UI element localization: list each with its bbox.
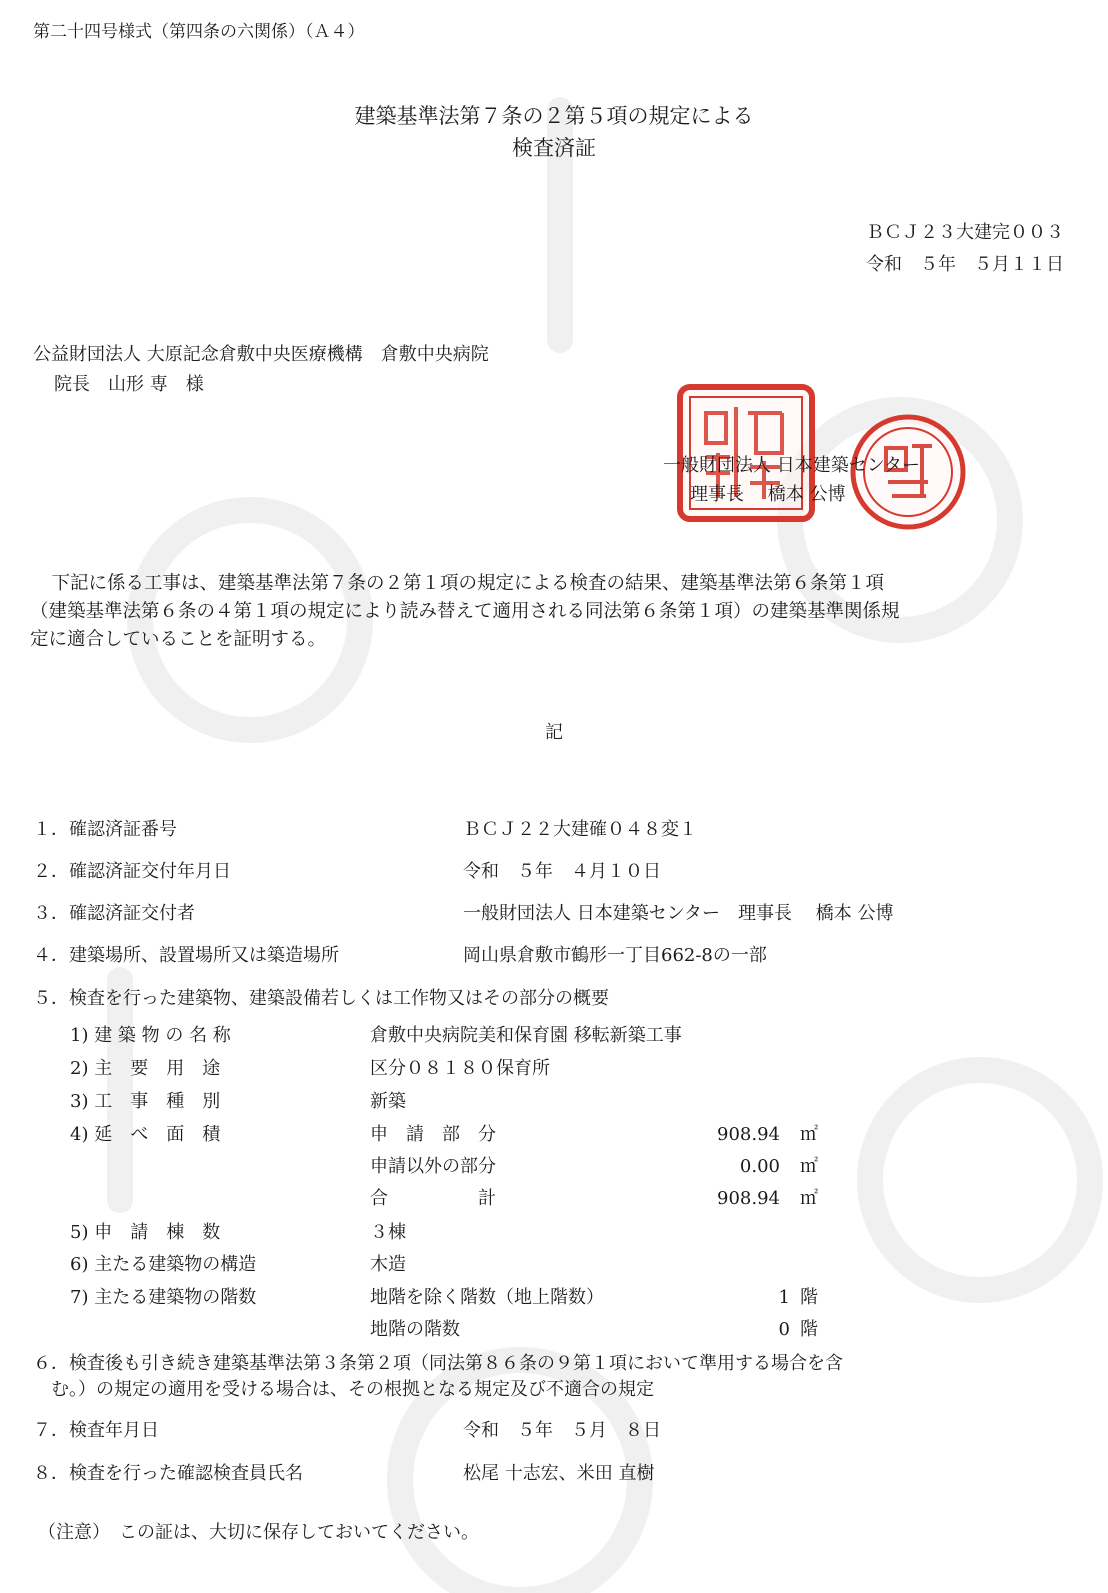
floor-area-total-value: 908.94 — [717, 1188, 780, 1209]
statement-line-1: 下記に係る工事は、建築基準法第７条の２第１項の規定による検査の結果、建築基準法第６条第１項 — [33, 573, 885, 594]
sub-3-label: 3) 工 事 種 別 — [70, 1091, 221, 1112]
sub-1-value: 倉敷中央病院美和保育園 移転新築工事 — [370, 1025, 682, 1046]
floor-area-total-unit: ㎡ — [800, 1188, 818, 1209]
document-title: 検査済証 — [512, 136, 596, 160]
floors-above-ground-unit: 階 — [800, 1287, 818, 1308]
item-8-label: ８．検査を行った確認検査員氏名 — [33, 1463, 303, 1484]
sub-6-value: 木造 — [370, 1254, 406, 1275]
sub-2-label: 2) 主 要 用 途 — [70, 1058, 221, 1079]
floors-above-ground-label: 地階を除く階数（地上階数） — [370, 1287, 604, 1308]
item-7-label: ７．検査年月日 — [33, 1420, 159, 1441]
item-6-line-1: ６．検査後も引き続き建築基準法第３条第２項（同法第８６条の９第１項において準用する場合を含 — [33, 1353, 843, 1374]
addressee-person: 院長 山形 専 様 — [54, 374, 204, 395]
sub-5-value: ３棟 — [370, 1222, 406, 1243]
statement-line-2: （建築基準法第６条の４第１項の規定により読み替えて適用される同法第６条第１項）の建築基準関係規 — [30, 601, 900, 622]
preservation-note: （注意） この証は、大切に保存しておいてください。 — [38, 1522, 479, 1543]
document-date: 令和 ５年 ５月１１日 — [866, 254, 1064, 275]
floor-area-applied-label: 申 請 部 分 — [370, 1124, 496, 1145]
basement-floors-unit: 階 — [800, 1319, 818, 1340]
item-4-value: 岡山県倉敷市鶴形一丁目662-8の一部 — [463, 945, 767, 966]
item-2-value: 令和 ５年 ４月１０日 — [463, 861, 661, 882]
floor-area-other-unit: ㎡ — [800, 1156, 818, 1177]
basement-floors-value: 0 — [778, 1319, 790, 1340]
sub-5-label: 5) 申 請 棟 数 — [70, 1222, 221, 1243]
basement-floors-label: 地階の階数 — [370, 1319, 460, 1340]
issuer-person: 理事長 橋本 公博 — [690, 484, 846, 505]
sub-7-label: 7) 主たる建築物の階数 — [70, 1287, 257, 1308]
item-1-value: ＢＣＪ２２大建確０４８変１ — [463, 819, 697, 840]
item-3-label: ３．確認済証交付者 — [33, 903, 195, 924]
issuer-organization: 一般財団法人 日本建築センター — [663, 455, 921, 476]
floor-area-applied-value: 908.94 — [717, 1124, 780, 1145]
item-7-value: 令和 ５年 ５月 ８日 — [463, 1420, 661, 1441]
addressee-organization: 公益財団法人 大原記念倉敷中央医療機構 倉敷中央病院 — [33, 344, 489, 365]
item-5-label: ５．検査を行った建築物、建築設備若しくは工作物又はその部分の概要 — [33, 988, 609, 1009]
form-label: 第二十四号様式（第四条の六関係）（Ａ４） — [33, 22, 365, 42]
item-3-value: 一般財団法人 日本建築センター 理事長 橋本 公博 — [463, 903, 894, 924]
sub-6-label: 6) 主たる建築物の構造 — [70, 1254, 257, 1275]
floor-area-total-label: 合 計 — [370, 1188, 496, 1209]
statement-line-3: 定に適合していることを証明する。 — [30, 629, 327, 650]
floors-above-ground-value: 1 — [778, 1287, 790, 1308]
floor-area-applied-unit: ㎡ — [800, 1124, 818, 1145]
item-1-label: １．確認済証番号 — [33, 819, 177, 840]
sub-4-label: 4) 延 べ 面 積 — [70, 1124, 221, 1145]
item-8-value: 松尾 十志宏、米田 直樹 — [463, 1463, 655, 1484]
item-2-label: ２．確認済証交付年月日 — [33, 861, 231, 882]
item-6-line-2: む。）の規定の適用を受ける場合は、その根拠となる規定及び不適合の規定 — [33, 1379, 654, 1400]
document-number: ＢＣＪ２３大建完００３ — [866, 222, 1064, 243]
sub-2-value: 区分０８１８０保育所 — [370, 1058, 550, 1079]
sub-1-label: 1) 建 築 物 の 名 称 — [70, 1025, 231, 1046]
sub-3-value: 新築 — [370, 1091, 406, 1112]
ki-heading: 記 — [545, 722, 563, 743]
floor-area-other-value: 0.00 — [739, 1156, 780, 1177]
item-4-label: ４．建築場所、設置場所又は築造場所 — [33, 945, 339, 966]
floor-area-other-label: 申請以外の部分 — [370, 1156, 496, 1177]
title-line-1: 建築基準法第７条の２第５項の規定による — [354, 104, 754, 128]
